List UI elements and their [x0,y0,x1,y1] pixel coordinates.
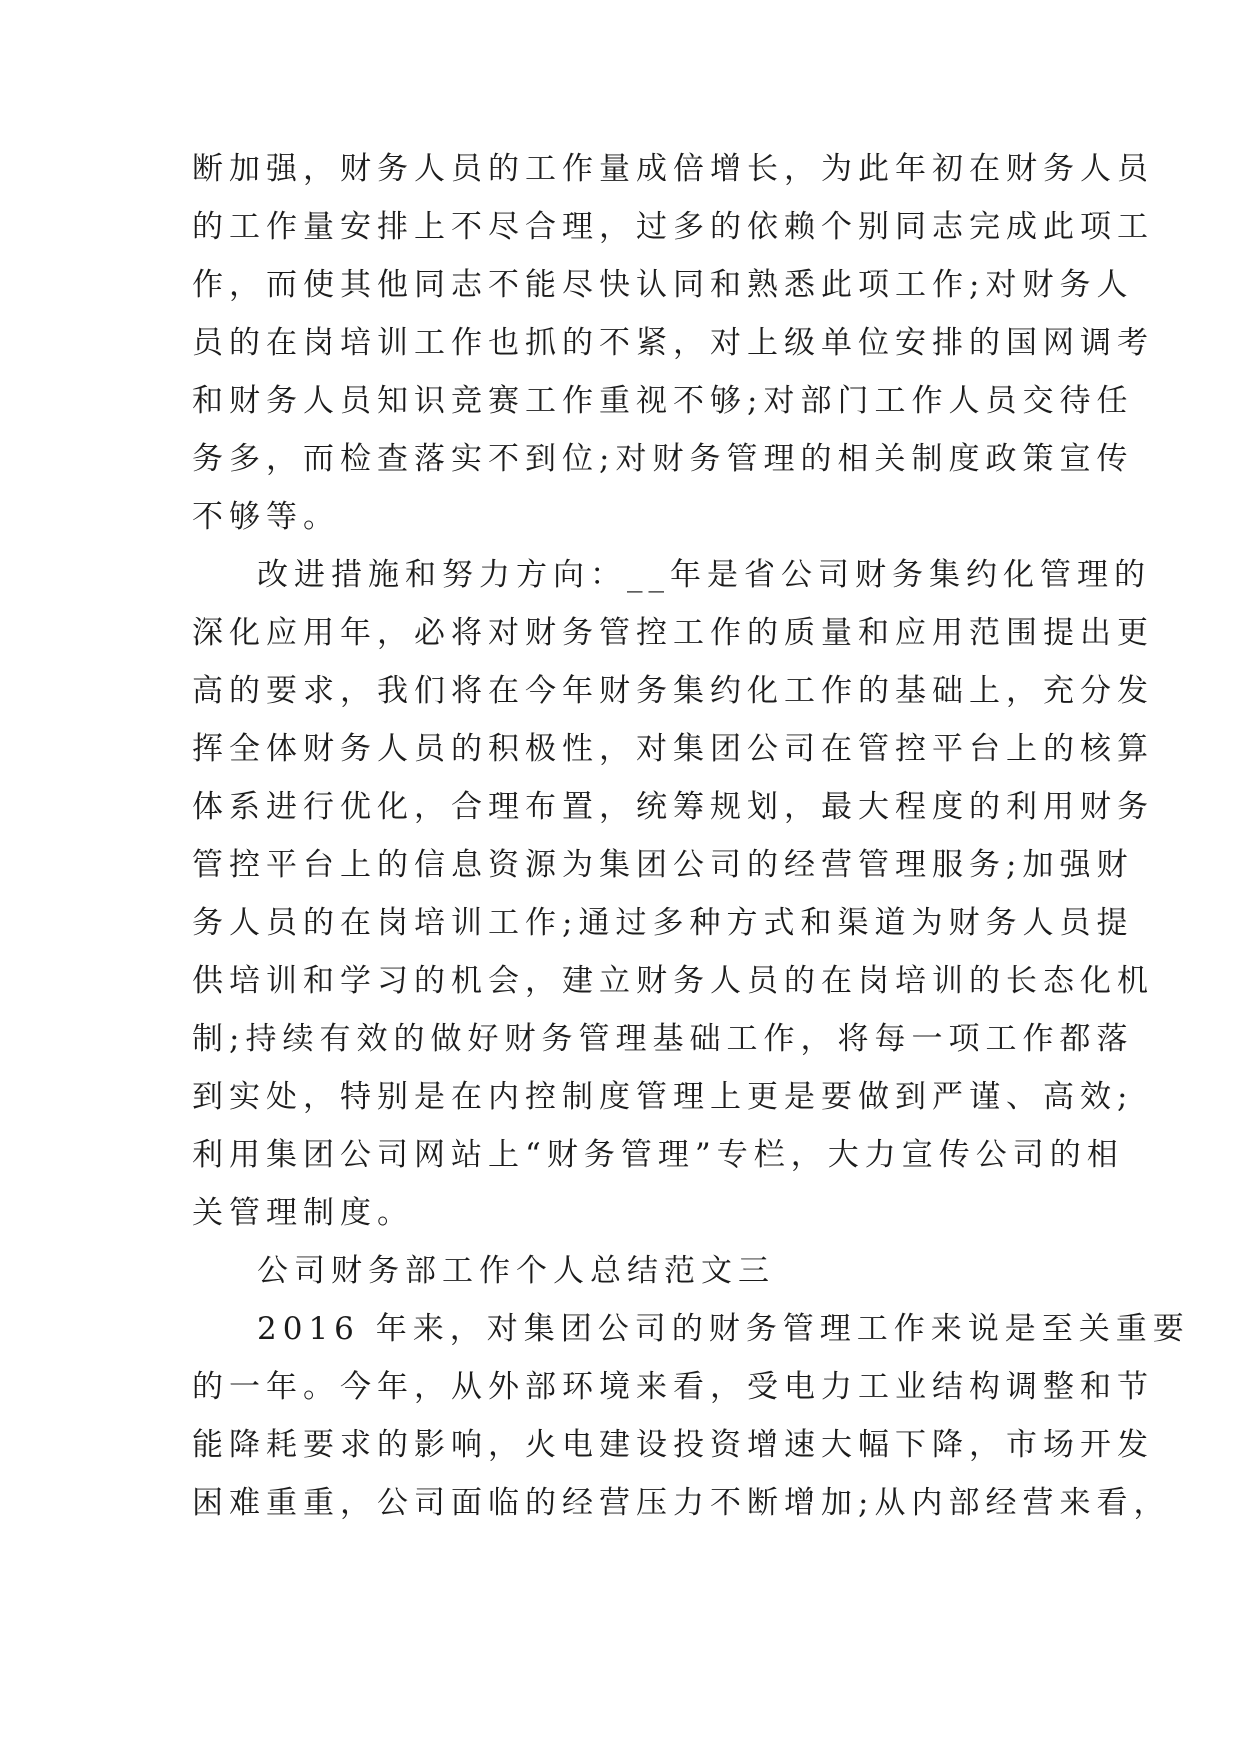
document-body [192,140,1190,1532]
text-line: 员的在岗培训工作也抓的不紧，对上级单位安排的国网调考 [192,325,1154,361]
text-line: 作，而使其他同志不能尽快认同和熟悉此项工作;对财务人 [192,267,1134,303]
text-line: 能降耗要求的影响，火电建设投资增速大幅下降，市场开发 [192,1427,1154,1463]
text-line: 供培训和学习的机会，建立财务人员的在岗培训的长态化机 [192,963,1154,999]
text-line: 到实处，特别是在内控制度管理上更是要做到严谨、高效; [192,1079,1134,1115]
paragraph-start-line: 改进措施和努力方向：__年是省公司财务集约化管理的 [257,557,1151,593]
paragraph-start-line: 2016 年来，对集团公司的财务管理工作来说是至关重要 [257,1311,1190,1347]
text-line: 断加强，财务人员的工作量成倍增长，为此年初在财务人员 [192,151,1154,187]
text-line: 挥全体财务人员的积极性，对集团公司在管控平台上的核算 [192,731,1154,767]
text-line: 利用集团公司网站上“财务管理”专栏，大力宣传公司的相 [192,1137,1124,1173]
text-line: 的工作量安排上不尽合理，过多的依赖个别同志完成此项工 [192,209,1154,245]
section-heading: 公司财务部工作个人总结范文三 [257,1253,775,1289]
text-line: 关管理制度。 [192,1195,414,1231]
text-line: 制;持续有效的做好财务管理基础工作，将每一项工作都落 [192,1021,1134,1057]
text-line: 务多，而检查落实不到位;对财务管理的相关制度政策宣传 [192,441,1134,477]
text-line: 不够等。 [192,499,340,535]
text-line: 高的要求，我们将在今年财务集约化工作的基础上，充分发 [192,673,1154,709]
text-line: 的一年。今年，从外部环境来看，受电力工业结构调整和节 [192,1369,1154,1405]
text-line: 管控平台上的信息资源为集团公司的经营管理服务;加强财 [192,847,1134,883]
text-line: 和财务人员知识竞赛工作重视不够;对部门工作人员交待任 [192,383,1134,419]
text-line: 深化应用年，必将对财务管控工作的质量和应用范围提出更 [192,615,1154,651]
text-line: 务人员的在岗培训工作;通过多种方式和渠道为财务人员提 [192,905,1134,941]
text-line: 体系进行优化，合理布置，统筹规划，最大程度的利用财务 [192,789,1154,825]
text-line: 困难重重，公司面临的经营压力不断增加;从内部经营来看， [192,1485,1171,1521]
